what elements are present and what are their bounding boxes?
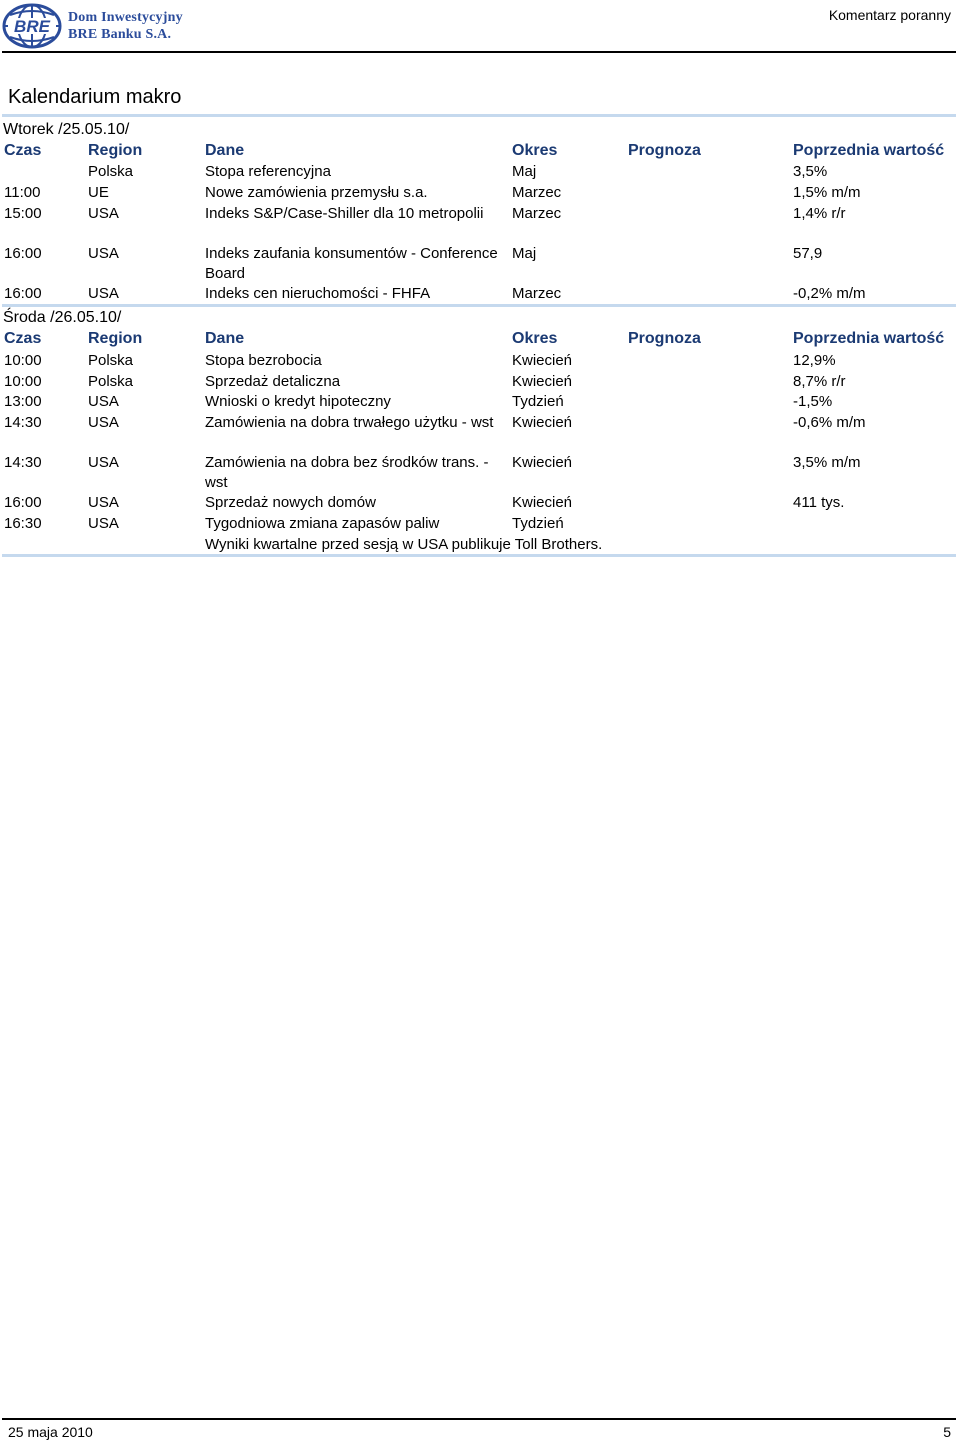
column-header-time: Czas xyxy=(4,330,42,347)
cell-period: Kwiecień xyxy=(512,373,573,390)
title-divider xyxy=(2,114,956,117)
column-header-forecast: Prognoza xyxy=(628,142,701,159)
logo-line-1: Dom Inwestycyjny xyxy=(68,10,183,25)
table-header xyxy=(0,141,960,161)
cell-time: 11:00 xyxy=(4,184,41,201)
cell-period: Tydzień xyxy=(512,515,564,532)
cell-previous: -0,2% m/m xyxy=(793,285,866,302)
day-heading: Środa /26.05.10/ xyxy=(3,309,122,326)
column-header-previous: Poprzednia wartość xyxy=(793,330,945,347)
cell-period: Tydzień xyxy=(512,393,564,410)
cell-previous: 57,9 xyxy=(793,245,823,262)
svg-text:BRE: BRE xyxy=(14,17,50,36)
cell-region: Polska xyxy=(88,352,134,369)
column-header-forecast: Prognoza xyxy=(628,330,701,347)
cell-region: USA xyxy=(88,393,119,410)
cell-period: Kwiecień xyxy=(512,352,573,369)
cell-data: Indeks S&P/Case-Shiller dla 10 metropolii xyxy=(205,205,484,222)
column-header-time: Czas xyxy=(4,142,42,159)
cell-previous: 411 tys. xyxy=(793,494,845,511)
cell-data: Stopa bezrobocia xyxy=(205,352,322,369)
day-heading: Wtorek /25.05.10/ xyxy=(3,121,130,138)
column-header-previous: Poprzednia wartość xyxy=(793,142,945,159)
cell-time: 14:30 xyxy=(4,454,42,471)
day-divider xyxy=(2,554,956,557)
cell-region: Polska xyxy=(88,163,134,180)
table-header xyxy=(0,329,960,349)
column-header-period: Okres xyxy=(512,330,558,347)
column-header-period: Okres xyxy=(512,142,558,159)
cell-region: USA xyxy=(88,515,119,532)
logo-line-2: BRE Banku S.A. xyxy=(68,27,172,42)
column-header-region: Region xyxy=(88,142,143,159)
cell-time: 16:00 xyxy=(4,494,42,511)
cell-region: Polska xyxy=(88,373,134,390)
column-header-region: Region xyxy=(88,330,143,347)
cell-time: 10:00 xyxy=(4,373,42,390)
bre-globe-icon xyxy=(2,3,64,49)
day-divider xyxy=(2,304,956,307)
cell-region: USA xyxy=(88,414,119,431)
cell-region: USA xyxy=(88,454,119,471)
bre-logo xyxy=(2,3,197,49)
cell-previous: 3,5% xyxy=(793,163,828,180)
cell-period: Marzec xyxy=(512,205,562,222)
cell-period: Maj xyxy=(512,163,537,180)
cell-data: Sprzedaż nowych domów xyxy=(205,494,376,511)
cell-period: Kwiecień xyxy=(512,414,573,431)
cell-time: 16:30 xyxy=(4,515,42,532)
cell-data: Zamówienia na dobra trwałego użytku - wst xyxy=(205,414,494,431)
cell-data: Sprzedaż detaliczna xyxy=(205,373,341,390)
column-header-data: Dane xyxy=(205,330,245,347)
document-type: Komentarz poranny xyxy=(828,7,951,23)
cell-period: Marzec xyxy=(512,285,562,302)
cell-region: USA xyxy=(88,245,119,262)
cell-time: 16:00 xyxy=(4,245,42,262)
cell-time: 16:00 xyxy=(4,285,42,302)
cell-period: Maj xyxy=(512,245,537,262)
cell-data: Wnioski o kredyt hipoteczny xyxy=(205,393,391,410)
cell-region: USA xyxy=(88,494,119,511)
header-divider xyxy=(2,51,956,53)
cell-previous: 1,4% r/r xyxy=(793,205,846,222)
cell-previous: -0,6% m/m xyxy=(793,414,866,431)
cell-previous: 12,9% xyxy=(793,352,836,369)
page-header xyxy=(0,0,960,52)
cell-region: USA xyxy=(88,205,119,222)
cell-data: Tygodniowa zmiana zapasów paliw xyxy=(205,515,440,532)
cell-region: USA xyxy=(88,285,119,302)
footer-date: 25 maja 2010 xyxy=(8,1424,93,1440)
cell-previous: 3,5% m/m xyxy=(793,454,861,471)
cell-previous: 1,5% m/m xyxy=(793,184,861,201)
section-title: Kalendarium makro xyxy=(8,86,182,108)
cell-data: Stopa referencyjna xyxy=(205,163,331,180)
page-number: 5 xyxy=(943,1424,951,1440)
footer-divider xyxy=(2,1418,956,1420)
cell-previous: -1,5% xyxy=(793,393,833,410)
cell-period: Kwiecień xyxy=(512,494,573,511)
cell-data: Indeks zaufania konsumentów - Conference Board xyxy=(205,245,498,282)
cell-time: 14:30 xyxy=(4,414,42,431)
cell-time: 10:00 xyxy=(4,352,42,369)
cell-time: 15:00 xyxy=(4,205,42,222)
cell-period: Marzec xyxy=(512,184,562,201)
cell-previous: 8,7% r/r xyxy=(793,373,846,390)
cell-region: UE xyxy=(88,184,109,201)
cell-data: Indeks cen nieruchomości - FHFA xyxy=(205,285,431,302)
earnings-note: Wyniki kwartalne przed sesją w USA publikuje Toll Brothers. xyxy=(205,536,603,553)
column-header-data: Dane xyxy=(205,142,245,159)
cell-data: Nowe zamówienia przemysłu s.a. xyxy=(205,184,428,201)
cell-data: Zamówienia na dobra bez środków trans. - wst xyxy=(205,454,489,491)
cell-period: Kwiecień xyxy=(512,454,573,471)
cell-time: 13:00 xyxy=(4,393,42,410)
